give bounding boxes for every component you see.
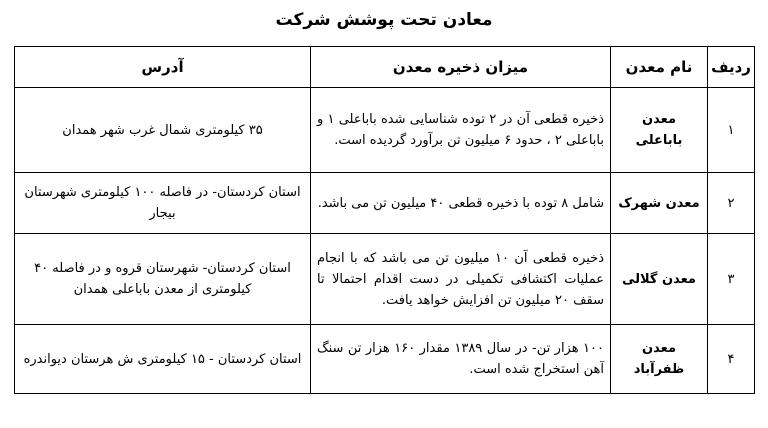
cell-row-number: ۴ <box>708 325 755 394</box>
cell-reserve: ذخیره قطعی آن ۱۰ میلیون تن می باشد که با انجام عملیات اکتشافی تکمیلی در دست اقدام احتمالا تا سقف ۲۰ میلیون تن افزایش خواهد یافت. <box>311 234 611 325</box>
cell-mine-name: معدن ظفرآباد <box>611 325 708 394</box>
cell-mine-name: معدن شهرک <box>611 173 708 234</box>
cell-address: استان کردستان- در فاصله ۱۰۰ کیلومتری شهرستان بیجار <box>15 173 311 234</box>
table-row <box>15 88 755 173</box>
table-header-row <box>15 47 755 88</box>
header-mine-name: نام معدن <box>611 47 708 88</box>
cell-row-number: ۳ <box>708 234 755 325</box>
header-address: آدرس <box>15 47 311 88</box>
cell-reserve: ۱۰۰ هزار تن- در سال ۱۳۸۹ مقدار ۱۶۰ هزار تن سنگ آهن استخراج شده است. <box>311 325 611 394</box>
cell-address: استان کردستان - ۱۵ کیلومتری ش هرستان دیواندره <box>15 325 311 394</box>
cell-reserve: شامل ۸ توده با ذخیره قطعی ۴۰ میلیون تن می باشد. <box>311 173 611 234</box>
header-reserve: میزان ذخیره معدن <box>311 47 611 88</box>
mines-table <box>14 46 755 394</box>
table-row <box>15 325 755 394</box>
table-row <box>15 234 755 325</box>
cell-address: استان کردستان- شهرستان قروه و در فاصله ۴۰ کیلومتری از معدن باباعلی همدان <box>15 234 311 325</box>
cell-row-number: ۱ <box>708 88 755 173</box>
page-title: معادن تحت پوشش شرکت <box>275 10 493 30</box>
cell-row-number: ۲ <box>708 173 755 234</box>
cell-address: ۳۵ کیلومتری شمال غرب شهر همدان <box>15 88 311 173</box>
cell-mine-name: معدن گلالی <box>611 234 708 325</box>
cell-reserve: ذخیره قطعی آن در ۲ توده شناسایی شده باباعلی ۱ و باباعلی ۲ ، حدود ۶ میلیون تن برآورد گردیده است. <box>311 88 611 173</box>
header-row-number: ردیف <box>708 47 755 88</box>
table-row <box>15 173 755 234</box>
cell-mine-name: معدن باباعلی <box>611 88 708 173</box>
